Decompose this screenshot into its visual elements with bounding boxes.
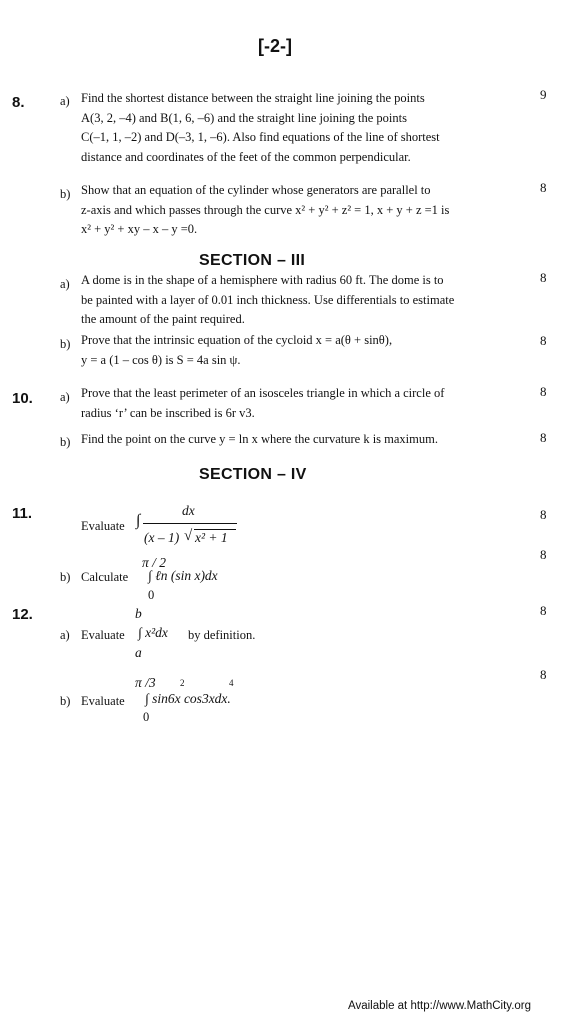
q11b-word: Calculate <box>81 570 129 584</box>
q11b-lower-limit: 0 <box>148 588 155 602</box>
q12a-label: a) <box>60 628 70 642</box>
q10a-line-2: radius ‘r’ can be inscribed is 6r v3. <box>81 405 255 420</box>
q11a-fraction-bar <box>143 523 237 524</box>
question-number-12: 12. <box>12 606 33 623</box>
q11b-upper-limit: π / 2 <box>142 555 167 570</box>
q10a-line-1: Prove that the least perimeter of an isosceles triangle in which a circle of <box>81 386 445 400</box>
q11b-label: b) <box>60 570 71 584</box>
q12b-lower-limit: 0 <box>143 710 150 724</box>
s3a-line-2: be painted with a layer of 0.01 inch thickness. Use differentials to estimate <box>81 292 455 307</box>
q11a-word: Evaluate <box>81 519 125 533</box>
q8a-marks: 9 <box>540 87 547 102</box>
q12b-exponent-2: 4 <box>229 678 234 688</box>
q11a-den-left: (x – 1) <box>144 530 180 545</box>
footer-source: Available at http://www.MathCity.org <box>348 1000 532 1012</box>
q12b-integrand: ∫ sin6x cos3xdx. <box>145 691 231 706</box>
q8b-line-3: x² + y² + xy – x – y =0. <box>81 222 198 236</box>
section-3-title: SECTION – III <box>199 252 306 269</box>
q8a-line-3: C(–1, 1, –2) and D(–3, 1, –6). Also find equations of the line of shortest <box>81 130 440 144</box>
q8a-line-2: A(3, 2, –4) and B(1, 6, –6) and the straight line joining the points <box>81 110 407 125</box>
s3a-line-1: A dome is in the shape of a hemisphere with radius 60 ft. The dome is to <box>81 273 444 287</box>
q11a-marks: 8 <box>540 507 547 522</box>
q8a-line-1: Find the shortest distance between the straight line joining the points <box>81 91 425 105</box>
question-number-8: 8. <box>12 94 25 111</box>
q8a-text <box>81 89 503 167</box>
q8b-text <box>81 181 503 240</box>
q12a-suffix: by definition. <box>188 628 256 642</box>
q11a-den-radicand: x² + 1 <box>195 530 228 545</box>
q8b-line-1: Show that an equation of the cylinder whose generators are parallel to <box>81 183 431 197</box>
q10b-text: Find the point on the curve y = ln x where the curvature k is maximum. <box>81 432 438 446</box>
section-4-title: SECTION – IV <box>199 466 307 483</box>
q8b-marks: 8 <box>540 180 547 195</box>
question-number-10: 10. <box>12 390 33 407</box>
s3b-line-2: y = a (1 – cos θ) is S = 4a sin ψ. <box>81 352 241 367</box>
q10a-text <box>81 384 511 423</box>
s3b-label: b) <box>60 337 71 351</box>
q8a-label: a) <box>60 94 70 108</box>
q12a-upper-limit: b <box>135 606 142 621</box>
s3b-line-1: Prove that the intrinsic equation of the cycloid x = a(θ + sinθ), <box>81 333 393 347</box>
s3a-text <box>81 271 503 330</box>
q11a-numerator: dx <box>182 503 195 518</box>
q11b-integrand: ∫ ℓn (sin x)dx <box>148 568 218 583</box>
q10a-marks: 8 <box>540 384 547 399</box>
q8a-line-4: distance and coordinates of the feet of the common perpendicular. <box>81 149 411 164</box>
q12b-upper-limit: π /3 <box>135 675 156 690</box>
s3b-text <box>81 331 503 370</box>
q12a-marks: 8 <box>540 603 547 618</box>
question-number-11: 11. <box>12 505 33 522</box>
q8b-label: b) <box>60 187 71 201</box>
q11a-integral-sign: ∫ <box>136 512 141 529</box>
q12b-marks: 8 <box>540 667 547 682</box>
s3a-marks: 8 <box>540 270 547 285</box>
s3b-marks: 8 <box>540 333 547 348</box>
s3a-line-3: the amount of the paint required. <box>81 312 245 326</box>
q11b-marks: 8 <box>540 547 547 562</box>
q10b-label: b) <box>60 435 71 449</box>
s3a-label: a) <box>60 277 70 291</box>
q10b-marks: 8 <box>540 430 547 445</box>
q12b-word: Evaluate <box>81 694 125 708</box>
q11a-sqrt-sign: √ <box>184 528 193 544</box>
q10a-label: a) <box>60 390 70 404</box>
q12b-label: b) <box>60 694 71 708</box>
q12a-integrand: ∫ x²dx <box>138 625 168 640</box>
q12a-lower-limit: a <box>135 645 142 660</box>
q12b-exponent-1: 2 <box>180 678 185 688</box>
page-number: [-2-] <box>258 36 292 56</box>
q8b-line-2: z-axis and which passes through the curve x² + y² + z² = 1, x + y + z =1 is <box>81 202 450 217</box>
q12a-word: Evaluate <box>81 628 125 642</box>
